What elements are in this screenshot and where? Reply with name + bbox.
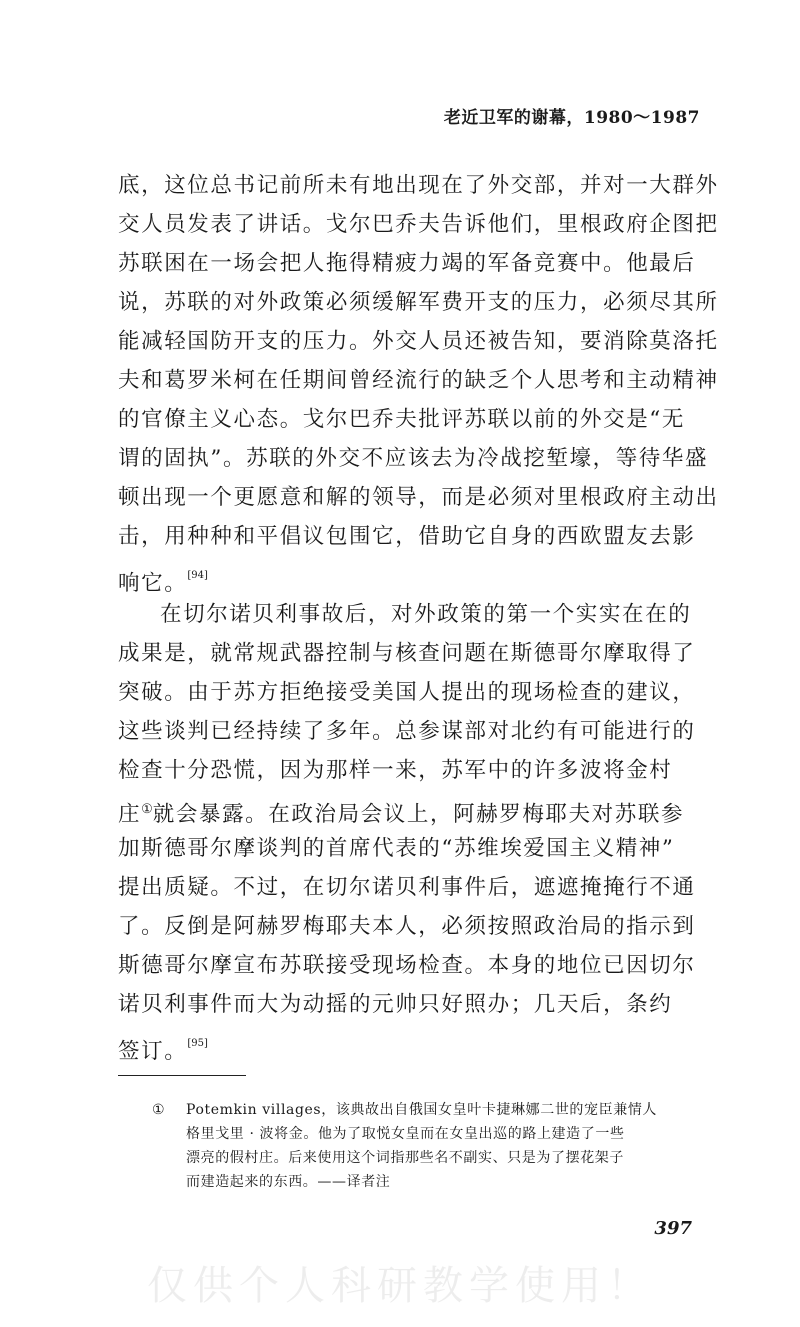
endnote-reference: [94] bbox=[187, 570, 208, 581]
paragraph-2 bbox=[118, 595, 696, 1064]
text-line: 底，这位总书记前所未有地出现在了外交部，并对一大群外 bbox=[118, 173, 719, 198]
text-line: 检查十分恐慌，因为那样一来，苏军中的许多波将金村 bbox=[118, 758, 673, 783]
footnote-text bbox=[152, 1098, 692, 1194]
text-line: 说，苏联的对外政策必须缓解军费开支的压力，必须尽其所 bbox=[118, 290, 719, 315]
main-text bbox=[118, 166, 719, 1064]
text-line: 的官僚主义心态。戈尔巴乔夫批评苏联以前的外交是“无 bbox=[118, 407, 685, 432]
footnote-line: 漂亮的假村庄。后来使用这个词指那些名不副实、只是为了摆花架子 bbox=[186, 1150, 624, 1166]
endnote-reference: [95] bbox=[187, 1038, 208, 1049]
text-line: 了。反倒是阿赫罗梅耶夫本人，必须按照政治局的指示到 bbox=[118, 914, 696, 939]
text-line-last bbox=[118, 556, 684, 595]
footnote-line: 而建造起来的东西。——译者注 bbox=[186, 1174, 391, 1190]
running-header: 老近卫军的谢幕，1980～1987 bbox=[443, 108, 700, 128]
text-line-last bbox=[118, 1024, 684, 1063]
footnote-line: Potemkin villages，该典故出自俄国女皇叶卡捷琳娜二世的宠臣兼情人 bbox=[186, 1102, 658, 1118]
text-line: 在切尔诺贝利事故后，对外政策的第一个实实在在的 bbox=[160, 602, 692, 627]
footnote-line: 格里戈里 · 波将金。他为了取悦女皇而在女皇出巡的路上建造了一些 bbox=[186, 1126, 625, 1142]
paragraph-1 bbox=[118, 166, 719, 596]
text-line: 交人员发表了讲话。戈尔巴乔夫告诉他们，里根政府企图把 bbox=[118, 212, 719, 237]
text-line: 这些谈判已经持续了多年。总参谋部对北约有可能进行的 bbox=[118, 719, 696, 744]
text-line: 能减轻国防开支的压力。外交人员还被告知，要消除莫洛托 bbox=[118, 329, 719, 354]
text-line: 诺贝利事件而大为动摇的元帅只好照办；几天后，条约 bbox=[118, 992, 673, 1017]
text-line: 谓的固执”。苏联的外交不应该去为冷战挖堑壕，等待华盛 bbox=[118, 446, 709, 471]
text-line: 击，用种种和平倡议包围它，借助它自身的西欧盟友去影 bbox=[118, 524, 696, 549]
text-line: 斯德哥尔摩宣布苏联接受现场检查。本身的地位已因切尔 bbox=[118, 953, 696, 978]
text-line-with-footnote bbox=[118, 790, 684, 829]
text-line: 顿出现一个更愿意和解的领导，而是必须对里根政府主动出 bbox=[118, 485, 719, 510]
footnote-marker: ① bbox=[152, 1102, 166, 1118]
line-text: 签订。 bbox=[118, 1039, 188, 1064]
watermark: 仅供个人科研教学使用！ bbox=[147, 1263, 653, 1309]
line-text: 响它。 bbox=[118, 571, 188, 596]
footnote-anchor: ① bbox=[141, 802, 153, 817]
page-number: 397 bbox=[654, 1218, 692, 1239]
text-line: 突破。由于苏方拒绝接受美国人提出的现场检查的建议， bbox=[118, 680, 696, 705]
line-text: 就会暴露。在政治局会议上，阿赫罗梅耶夫对苏联参 bbox=[152, 802, 685, 827]
text-line: 加斯德哥尔摩谈判的首席代表的“苏维埃爱国主义精神” bbox=[118, 836, 675, 861]
text-line: 成果是，就常规武器控制与核查问题在斯德哥尔摩取得了 bbox=[118, 641, 696, 666]
footnote bbox=[152, 1098, 692, 1194]
text-line: 夫和葛罗米柯在任期间曾经流行的缺乏个人思考和主动精神 bbox=[118, 368, 719, 393]
text-line: 提出质疑。不过，在切尔诺贝利事件后，遮遮掩掩行不通 bbox=[118, 875, 696, 900]
footnote-divider bbox=[118, 1075, 246, 1076]
footnote-anchor-word: 庄 bbox=[118, 802, 142, 827]
text-line: 苏联困在一场会把人拖得精疲力竭的军备竞赛中。他最后 bbox=[118, 251, 696, 276]
